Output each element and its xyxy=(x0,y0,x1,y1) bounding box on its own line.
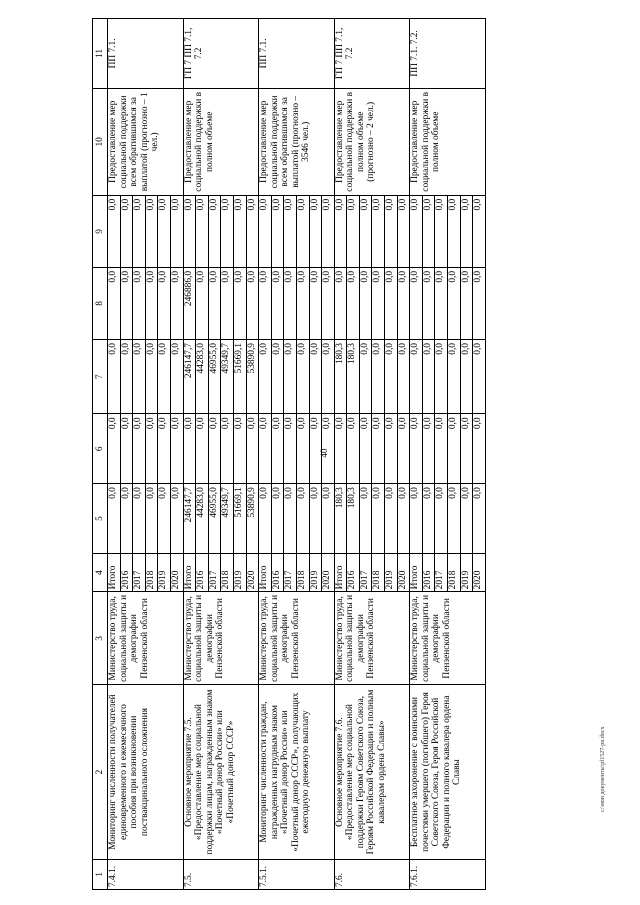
funding-total-value: 44283,0 xyxy=(196,484,209,554)
funding-federal-value: 0,0 xyxy=(183,414,196,484)
funding-federal-value: 0,0 xyxy=(284,414,297,484)
program-link: ГП 7 ПП 7.1, 7.2 xyxy=(183,19,259,89)
funding-federal-value: 0,0 xyxy=(158,414,171,484)
funding-local-value: 0,0 xyxy=(145,267,158,339)
funding-year: 2017 xyxy=(435,553,448,591)
funding-year: 2018 xyxy=(372,553,385,591)
funding-total-value: 0,0 xyxy=(435,484,448,554)
funding-year: 2016 xyxy=(271,553,284,591)
funding-regional-value: 0,0 xyxy=(473,340,486,414)
funding-regional-value: 0,0 xyxy=(158,340,171,414)
funding-regional-value: 0,0 xyxy=(284,340,297,414)
activity-executor: Министерство труда, социальной защиты и демографии Пензенской области xyxy=(259,592,335,685)
funding-regional-value: 0,0 xyxy=(448,340,461,414)
funding-year: 2019 xyxy=(460,553,473,591)
funding-local-value: 0,0 xyxy=(259,267,272,339)
funding-other-value: 0,0 xyxy=(422,195,435,267)
activity-number: 7.5.1. xyxy=(259,859,335,889)
funding-regional-value: 0,0 xyxy=(296,340,309,414)
funding-regional-value: 44283,0 xyxy=(196,340,209,414)
funding-total-value: 0,0 xyxy=(108,484,121,554)
page-number: 40 xyxy=(319,448,329,458)
funding-total-value: 180,3 xyxy=(347,484,360,554)
funding-regional-value: 0,0 xyxy=(309,340,322,414)
funding-other-value: 0,0 xyxy=(246,195,259,267)
funding-regional-value: 0,0 xyxy=(372,340,385,414)
funding-local-value: 0,0 xyxy=(221,267,234,339)
funding-total-value: 0,0 xyxy=(309,484,322,554)
funding-local-value: 0,0 xyxy=(284,267,297,339)
header-row xyxy=(93,19,108,890)
funding-federal-value: 0,0 xyxy=(221,414,234,484)
funding-other-value: 0,0 xyxy=(284,195,297,267)
activity-description: Основное мероприятие 7.5. «Предоставление мер социальной поддержки лицам, награжденным знаком «Почетный донор России» или «Почетный донор СССР» xyxy=(183,685,259,859)
funding-regional-value: 0,0 xyxy=(422,340,435,414)
funding-other-value: 0,0 xyxy=(170,195,183,267)
activity-description: Мониторинг численности получателей единовременного и ежемесячного пособия при возникновении поствакцинального осложнения xyxy=(108,685,184,859)
funding-other-value: 0,0 xyxy=(397,195,410,267)
funding-other-value: 0,0 xyxy=(473,195,486,267)
funding-federal-value: 0,0 xyxy=(397,414,410,484)
funding-total-value: 0,0 xyxy=(385,484,398,554)
funding-local-value: 0,0 xyxy=(133,267,146,339)
funding-year: 2018 xyxy=(221,553,234,591)
funding-total-value: 53890,9 xyxy=(246,484,259,554)
funding-local-value: 246886,0 xyxy=(183,267,196,339)
funding-federal-value: 0,0 xyxy=(460,414,473,484)
funding-regional-value: 0,0 xyxy=(397,340,410,414)
funding-federal-value: 0,0 xyxy=(410,414,423,484)
funding-local-value: 0,0 xyxy=(120,267,133,339)
funding-total-value: 246147,7 xyxy=(183,484,196,554)
funding-total-value: 0,0 xyxy=(322,484,335,554)
expected-result: Предоставление мер социальной поддержки всем обратившимся за выплатой (прогнозно – 1 чел.) xyxy=(108,88,184,195)
funding-other-value: 0,0 xyxy=(259,195,272,267)
funding-year: Итого xyxy=(410,553,423,591)
funding-year: 2019 xyxy=(233,553,246,591)
funding-other-value: 0,0 xyxy=(385,195,398,267)
funding-regional-value: 0,0 xyxy=(460,340,473,414)
activity-number: 7.6.1. xyxy=(410,859,486,889)
funding-federal-value: 0,0 xyxy=(372,414,385,484)
column-header: 10 xyxy=(93,88,108,195)
funding-total-value: 0,0 xyxy=(359,484,372,554)
funding-total-value: 49349,7 xyxy=(221,484,234,554)
expected-result: Предоставление мер социальной поддержки в полном объеме xyxy=(183,88,259,195)
funding-federal-value: 0,0 xyxy=(473,414,486,484)
activity-row xyxy=(183,19,196,890)
activity-number: 7.4.1. xyxy=(108,859,184,889)
funding-local-value: 0,0 xyxy=(410,267,423,339)
funding-other-value: 0,0 xyxy=(196,195,209,267)
funding-federal-value: 0,0 xyxy=(145,414,158,484)
funding-year: 2019 xyxy=(158,553,171,591)
funding-local-value: 0,0 xyxy=(460,267,473,339)
funding-regional-value: 0,0 xyxy=(133,340,146,414)
funding-regional-value: 46955,0 xyxy=(208,340,221,414)
funding-federal-value: 0,0 xyxy=(322,414,335,484)
funding-regional-value: 0,0 xyxy=(271,340,284,414)
funding-federal-value: 0,0 xyxy=(271,414,284,484)
funding-regional-value: 53890,9 xyxy=(246,340,259,414)
funding-other-value: 0,0 xyxy=(448,195,461,267)
funding-total-value: 0,0 xyxy=(133,484,146,554)
funding-local-value: 0,0 xyxy=(435,267,448,339)
funding-regional-value: 0,0 xyxy=(322,340,335,414)
rotated-table-wrapper xyxy=(92,18,612,890)
funding-other-value: 0,0 xyxy=(334,195,347,267)
funding-total-value: 0,0 xyxy=(372,484,385,554)
funding-federal-value: 0,0 xyxy=(385,414,398,484)
funding-local-value: 0,0 xyxy=(108,267,121,339)
funding-federal-value: 0,0 xyxy=(233,414,246,484)
funding-local-value: 0,0 xyxy=(473,267,486,339)
funding-federal-value: 0,0 xyxy=(246,414,259,484)
funding-other-value: 0,0 xyxy=(145,195,158,267)
expected-result: Предоставление мер социальной поддержки всем обратившимся за выплатой (прогнозно – 3546 чел.) xyxy=(259,88,335,195)
funding-total-value: 51669,1 xyxy=(233,484,246,554)
activity-executor: Министерство труда, социальной защиты и демографии Пензенской области xyxy=(183,592,259,685)
activity-row xyxy=(334,19,347,890)
funding-year: 2017 xyxy=(208,553,221,591)
funding-total-value: 0,0 xyxy=(460,484,473,554)
funding-year: 2019 xyxy=(385,553,398,591)
funding-year: 2020 xyxy=(170,553,183,591)
funding-year: 2017 xyxy=(133,553,146,591)
funding-federal-value: 0,0 xyxy=(259,414,272,484)
funding-total-value: 180,3 xyxy=(334,484,347,554)
funding-total-value: 0,0 xyxy=(422,484,435,554)
funding-regional-value: 0,0 xyxy=(410,340,423,414)
funding-total-value: 0,0 xyxy=(170,484,183,554)
funding-year: Итого xyxy=(334,553,347,591)
funding-local-value: 0,0 xyxy=(347,267,360,339)
funding-local-value: 0,0 xyxy=(385,267,398,339)
funding-year: Итого xyxy=(259,553,272,591)
funding-other-value: 0,0 xyxy=(221,195,234,267)
funding-other-value: 0,0 xyxy=(435,195,448,267)
funding-total-value: 0,0 xyxy=(259,484,272,554)
expected-result: Предоставление мер социальной поддержки в полном объеме (прогнозно – 2 чел.) xyxy=(334,88,410,195)
activity-row xyxy=(259,19,272,890)
funding-other-value: 0,0 xyxy=(233,195,246,267)
funding-other-value: 0,0 xyxy=(158,195,171,267)
program-link: ПП 7.1. 7.2. xyxy=(410,19,486,89)
funding-local-value: 0,0 xyxy=(170,267,183,339)
activity-description: Мониторинг численности граждан, награжденных нагрудным знаком «Почетный донор России» или «Почетный донор СССР», получающих ежегодную денежную выплату xyxy=(259,685,335,859)
funding-regional-value: 0,0 xyxy=(120,340,133,414)
activity-number: 7.5. xyxy=(183,859,259,889)
funding-local-value: 0,0 xyxy=(309,267,322,339)
funding-total-value: 0,0 xyxy=(271,484,284,554)
funding-year: 2017 xyxy=(284,553,297,591)
funding-year: 2018 xyxy=(448,553,461,591)
funding-other-value: 0,0 xyxy=(108,195,121,267)
column-header: 3 xyxy=(93,592,108,685)
funding-federal-value: 0,0 xyxy=(334,414,347,484)
funding-total-value: 0,0 xyxy=(284,484,297,554)
funding-federal-value: 0,0 xyxy=(448,414,461,484)
funding-local-value: 0,0 xyxy=(271,267,284,339)
funding-regional-value: 0,0 xyxy=(108,340,121,414)
activity-row xyxy=(108,19,121,890)
funding-year: 2016 xyxy=(120,553,133,591)
funding-federal-value: 0,0 xyxy=(196,414,209,484)
funding-regional-value: 246147,7 xyxy=(183,340,196,414)
funding-local-value: 0,0 xyxy=(372,267,385,339)
funding-other-value: 0,0 xyxy=(133,195,146,267)
program-link: ГП 7 ПП 7.1, 7.2 xyxy=(334,19,410,89)
funding-other-value: 0,0 xyxy=(183,195,196,267)
funding-local-value: 0,0 xyxy=(359,267,372,339)
funding-federal-value: 0,0 xyxy=(170,414,183,484)
activity-executor: Министерство труда, социальной защиты и демографии Пензенской области xyxy=(108,592,184,685)
funding-other-value: 0,0 xyxy=(410,195,423,267)
expected-result: Предоставление мер социальной поддержки в полном объеме xyxy=(410,88,486,195)
funding-year: 2016 xyxy=(422,553,435,591)
activity-number: 7.6. xyxy=(334,859,410,889)
funding-regional-value: 0,0 xyxy=(359,340,372,414)
funding-regional-value: 0,0 xyxy=(259,340,272,414)
funding-regional-value: 51669,1 xyxy=(233,340,246,414)
column-header: 4 xyxy=(93,553,108,591)
program-link: ПП 7.1. xyxy=(108,19,184,89)
funding-other-value: 0,0 xyxy=(271,195,284,267)
funding-year: Итого xyxy=(108,553,121,591)
funding-federal-value: 0,0 xyxy=(108,414,121,484)
funding-federal-value: 0,0 xyxy=(120,414,133,484)
funding-other-value: 0,0 xyxy=(372,195,385,267)
funding-total-value: 0,0 xyxy=(473,484,486,554)
column-header: 11 xyxy=(93,19,108,89)
document-footer-path: c:\мои документы\pf1527-pn.docx xyxy=(600,726,606,812)
funding-other-value: 0,0 xyxy=(322,195,335,267)
funding-local-value: 0,0 xyxy=(448,267,461,339)
funding-local-value: 0,0 xyxy=(196,267,209,339)
funding-regional-value: 180,3 xyxy=(347,340,360,414)
funding-local-value: 0,0 xyxy=(246,267,259,339)
funding-other-value: 0,0 xyxy=(309,195,322,267)
funding-federal-value: 0,0 xyxy=(435,414,448,484)
funding-other-value: 0,0 xyxy=(208,195,221,267)
funding-other-value: 0,0 xyxy=(460,195,473,267)
funding-local-value: 0,0 xyxy=(233,267,246,339)
funding-regional-value: 0,0 xyxy=(435,340,448,414)
activity-executor: Министерство труда, социальной защиты и демографии Пензенской области xyxy=(410,592,486,685)
funding-year: 2020 xyxy=(473,553,486,591)
funding-total-value: 0,0 xyxy=(296,484,309,554)
funding-total-value: 46955,0 xyxy=(208,484,221,554)
funding-regional-value: 0,0 xyxy=(145,340,158,414)
column-header: 1 xyxy=(93,859,108,889)
funding-total-value: 0,0 xyxy=(120,484,133,554)
funding-total-value: 0,0 xyxy=(410,484,423,554)
funding-total-value: 0,0 xyxy=(145,484,158,554)
column-header: 5 xyxy=(93,484,108,554)
funding-local-value: 0,0 xyxy=(422,267,435,339)
funding-year: 2020 xyxy=(322,553,335,591)
funding-year: 2020 xyxy=(397,553,410,591)
program-table xyxy=(92,18,486,890)
activity-description: Основное мероприятие 7.6. «Предоставление мер социальной поддержки Героям Советского Союза, Героям Российской Федерации и полным кавалерам ордена Славы» xyxy=(334,685,410,859)
column-header: 2 xyxy=(93,685,108,859)
funding-federal-value: 0,0 xyxy=(133,414,146,484)
activity-executor: Министерство труда, социальной защиты и демографии Пензенской области xyxy=(334,592,410,685)
funding-regional-value: 49349,7 xyxy=(221,340,234,414)
funding-federal-value: 0,0 xyxy=(359,414,372,484)
funding-federal-value: 0,0 xyxy=(347,414,360,484)
funding-year: 2016 xyxy=(347,553,360,591)
funding-other-value: 0,0 xyxy=(120,195,133,267)
funding-local-value: 0,0 xyxy=(158,267,171,339)
funding-year: 2018 xyxy=(296,553,309,591)
activity-row xyxy=(410,19,423,890)
funding-total-value: 0,0 xyxy=(158,484,171,554)
column-header: 9 xyxy=(93,195,108,267)
program-link: ПП 7.1. xyxy=(259,19,335,89)
funding-total-value: 0,0 xyxy=(448,484,461,554)
funding-year: 2017 xyxy=(359,553,372,591)
funding-federal-value: 0,0 xyxy=(309,414,322,484)
funding-local-value: 0,0 xyxy=(296,267,309,339)
funding-local-value: 0,0 xyxy=(334,267,347,339)
funding-federal-value: 0,0 xyxy=(296,414,309,484)
funding-year: Итого xyxy=(183,553,196,591)
funding-regional-value: 0,0 xyxy=(170,340,183,414)
funding-total-value: 0,0 xyxy=(397,484,410,554)
column-header: 8 xyxy=(93,267,108,339)
funding-regional-value: 180,3 xyxy=(334,340,347,414)
funding-regional-value: 0,0 xyxy=(385,340,398,414)
funding-year: 2016 xyxy=(196,553,209,591)
funding-local-value: 0,0 xyxy=(397,267,410,339)
funding-year: 2018 xyxy=(145,553,158,591)
funding-other-value: 0,0 xyxy=(296,195,309,267)
funding-other-value: 0,0 xyxy=(347,195,360,267)
activity-description: Бесплатное захоронение с воинскими почестями умершего (погибшего) Героя Советского Союза, Героя Российской Федерации и полного кавалера ордена Славы xyxy=(410,685,486,859)
funding-federal-value: 0,0 xyxy=(422,414,435,484)
funding-local-value: 0,0 xyxy=(208,267,221,339)
funding-year: 2020 xyxy=(246,553,259,591)
column-header: 6 xyxy=(93,414,108,484)
funding-other-value: 0,0 xyxy=(359,195,372,267)
column-header: 7 xyxy=(93,340,108,414)
funding-federal-value: 0,0 xyxy=(208,414,221,484)
funding-local-value: 0,0 xyxy=(322,267,335,339)
funding-year: 2019 xyxy=(309,553,322,591)
